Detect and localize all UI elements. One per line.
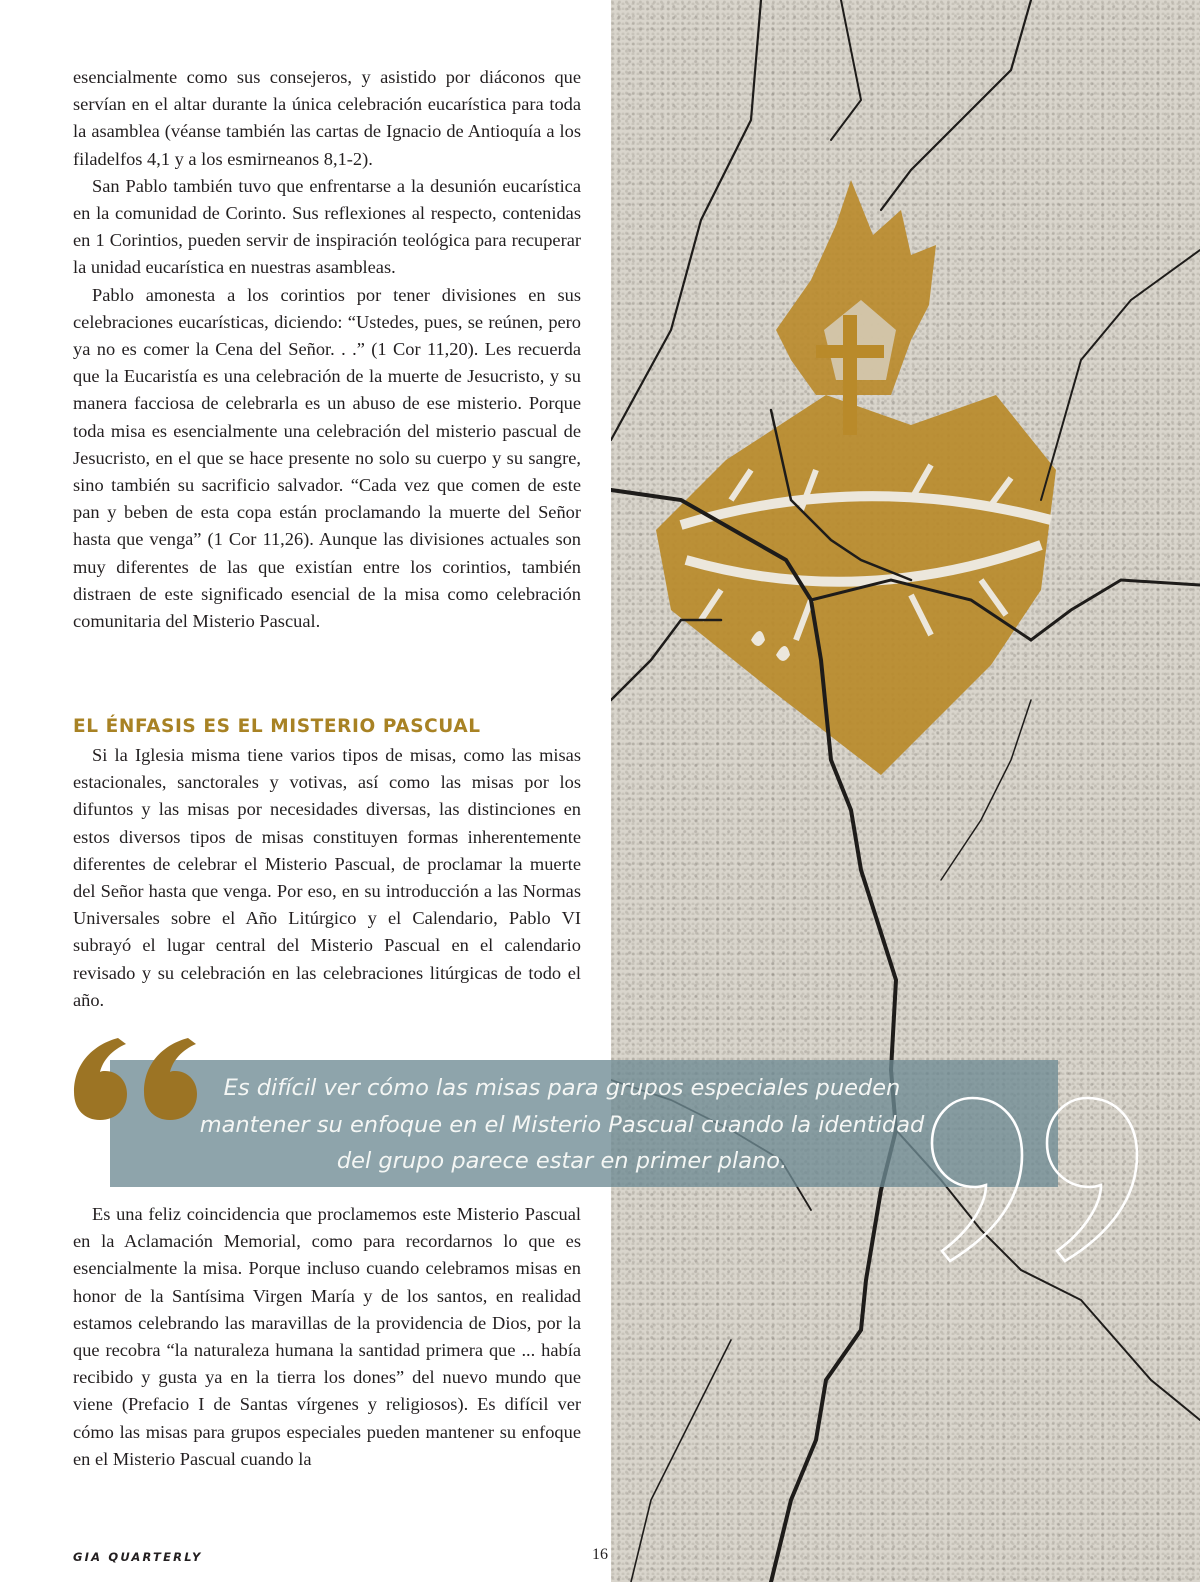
paragraph: Pablo amonesta a los corintios por tener divisiones en sus celebraciones eucarísticas, diciendo: “Ustedes, pues, se reúnen, pero ya no es comer la Cena del Señor. . .” (1 Cor 11,20). Les recuerda que la Eucaristía es una celebración de la muerte de Jesucristo, y su manera facciosa de celebrarla es un abuso de ese misterio. Porque toda misa es esencialmente una celebración del misterio pascual de Jesucristo, en el que se hace presente no solo su cuerpo y su sangre, sino también su sacrificio salvador. “Cada vez que comen de este pan y beben de esta copa están proclamando la muerte del Señor hasta que venga” (1 Cor 11,26). Aunque las divisiones actuales son muy diferentes de las que existían entre los corintios, también distraen de este significado esencial de la misa como celebración comunitaria del Misterio Pascual. bbox=[73, 284, 581, 632]
paragraph: Si la Iglesia misma tiene varios tipos de misas, como las misas estacionales, sanctorales y votivas, así como las misas por los difuntos y las misas por necesidades diversas, las distinciones en estos diversos tipos de misas constituyen formas inherentemente diferentes de celebrar el Misterio Pascual, de proclamar la muerte del Señor hasta que venga. Por eso, en su introducción a las Normas Universales sobre el Año Litúrgico y el Calendario, Pablo VI subrayó el lugar central del Misterio Pascual en el calendario revisado y su celebración en las celebraciones litúrgicas de todo el año. bbox=[73, 745, 581, 1010]
page-number: 16 bbox=[592, 1546, 608, 1563]
paragraph: Es una feliz coincidencia que proclamemos este Misterio Pascual en la Aclamación Memorial, como para recordarnos lo que es esencialmente la misa. Porque incluso cuando celebramos misas en honor de la Santísima Virgen María y de los santos, en realidad estamos celebrando las maravillas de la providencia de Dios, por la que recobra “la naturaleza humana la santidad primera que ... había recibido y gusta ya en la tierra los dones” del nuevo mundo que viene (Prefacio I de Santas vírgenes y religiosos). Es difícil ver cómo las misas para grupos especiales pueden mantener su enfoque en el Misterio Pascual cuando la bbox=[73, 1204, 581, 1469]
article-text-bottom bbox=[73, 1201, 581, 1473]
section-heading: EL ÉNFASIS ES EL MISTERIO PASCUAL bbox=[73, 716, 481, 737]
paragraph: San Pablo también tuvo que enfrentarse a la desunión eucarística en la comunidad de Corinto. Sus reflexiones al respecto, contenidas en 1 Corintios, pueden servir de inspiración teológica para recuperar la unidad eucarística en nuestras asambleas. bbox=[73, 175, 581, 278]
pull-quote-text: Es difícil ver cómo las misas para grupos especiales pueden mantener su enfoque en el Misterio Pascual cuando la identidad del grupo parece estar en primer plano. bbox=[199, 1075, 925, 1174]
publication-name: GIA QUARTERLY bbox=[73, 1550, 203, 1564]
cracked-wall-art bbox=[611, 0, 1200, 1582]
close-quote-icon bbox=[920, 1093, 1150, 1268]
sacred-heart-icon bbox=[656, 180, 1056, 775]
open-quote-icon bbox=[70, 1030, 200, 1125]
paragraph: esencialmente como sus consejeros, y asistido por diáconos que servían en el altar durante la única celebración eucarística para toda la asamblea (véanse también las cartas de Ignacio de Antioquía a los filadelfos 4,1 y a los esmirneanos 8,1-2). bbox=[73, 67, 581, 169]
cracked-wall-photo bbox=[611, 0, 1200, 1582]
article-text-top bbox=[73, 64, 581, 635]
article-text-section bbox=[73, 742, 581, 1014]
